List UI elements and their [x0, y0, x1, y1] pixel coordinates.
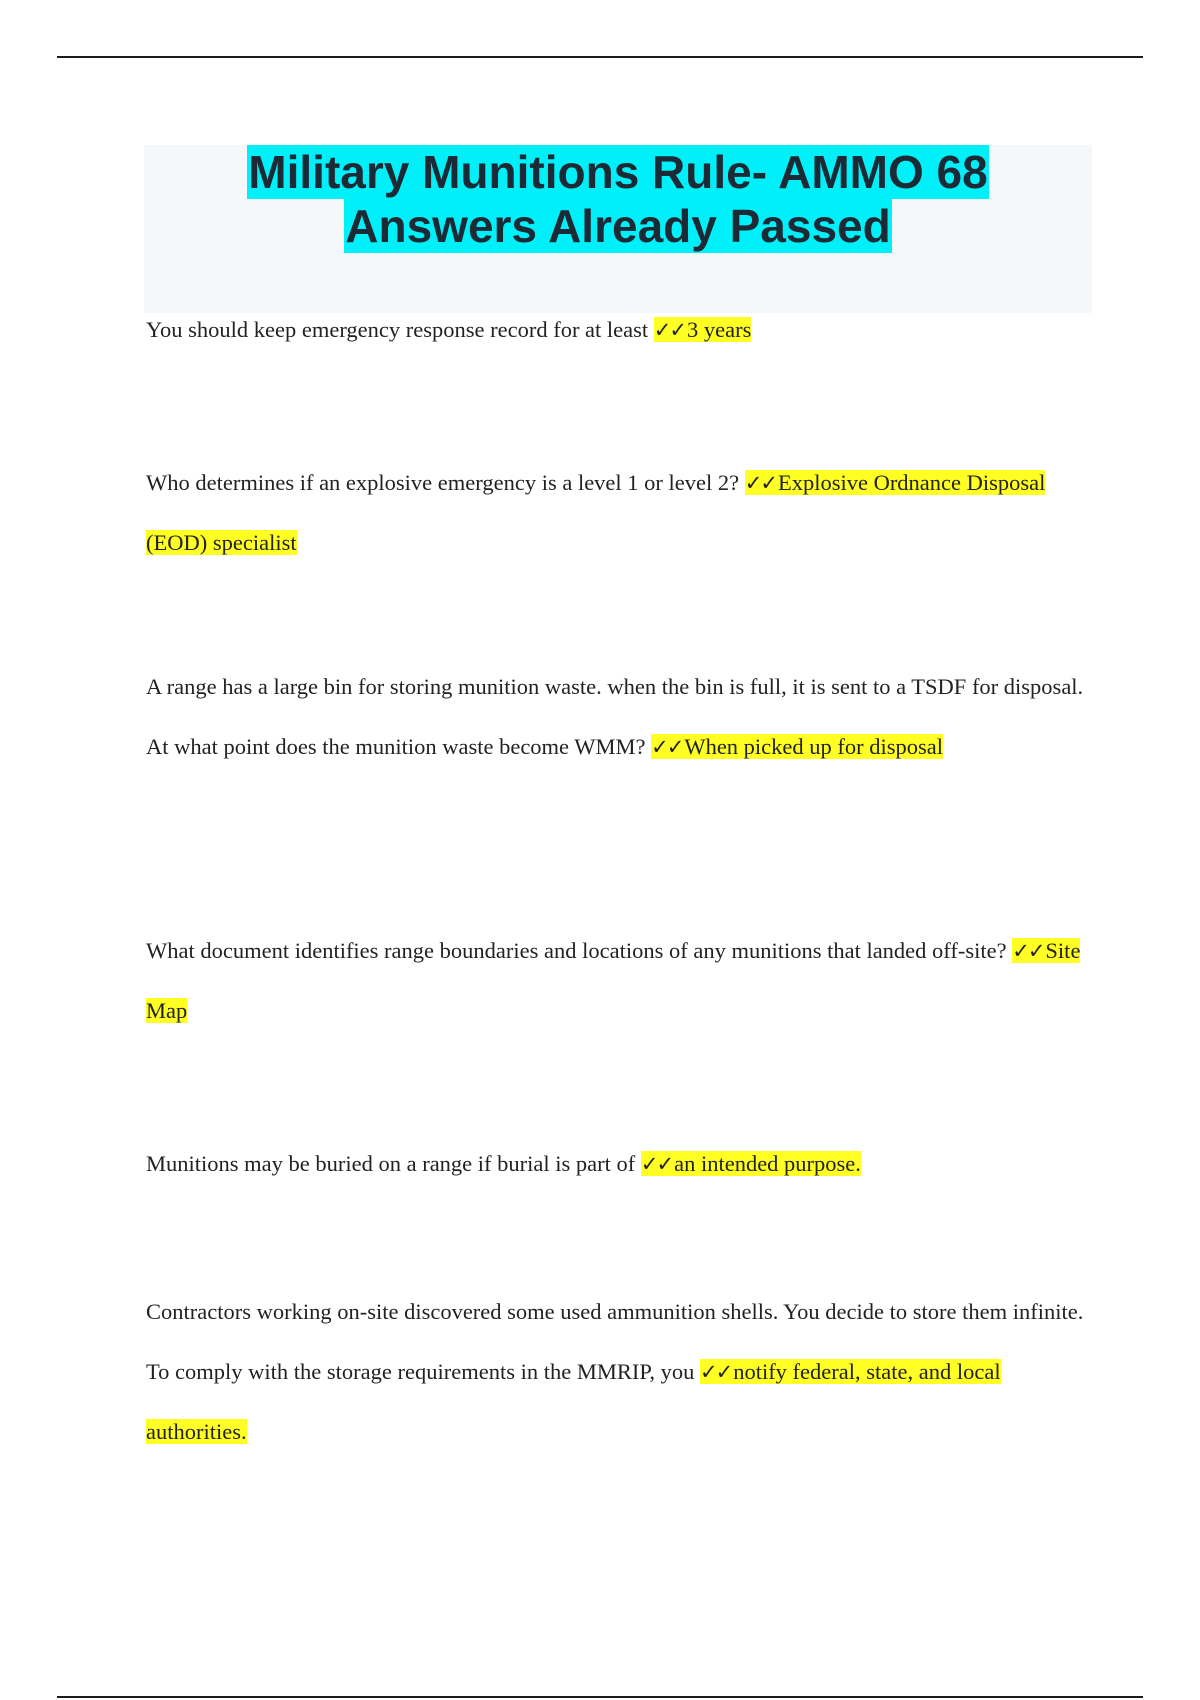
question-text: Who determines if an explosive emergency is a level 1 or level 2? — [146, 470, 740, 495]
title-panel — [144, 145, 1092, 313]
answer-highlight — [641, 1151, 861, 1176]
double-check-icon: ✓✓ — [744, 471, 776, 495]
qa-item-4 — [146, 921, 1086, 1041]
footer-rule — [57, 1696, 1143, 1698]
answer-text: an intended purpose. — [674, 1151, 861, 1176]
qa-item-5 — [146, 1134, 1086, 1194]
double-check-icon: ✓✓ — [651, 735, 683, 759]
question-text: Munitions may be buried on a range if burial is part of — [146, 1151, 636, 1176]
double-check-icon: ✓✓ — [653, 318, 685, 342]
title-line-1: Military Munitions Rule- AMMO 68 — [248, 146, 988, 198]
question-text: A range has a large bin for storing munition waste. when the bin is full, it is sent to a TSDF for disposal. At what point does the munition waste become WMM? — [146, 674, 1084, 759]
double-check-icon: ✓✓ — [640, 1152, 673, 1176]
qa-item-2 — [146, 453, 1086, 573]
qa-item-1 — [146, 300, 1086, 360]
answer-text: When picked up for disposal — [684, 734, 944, 759]
question-text: What document identifies range boundaries and locations of any munitions that landed off-site? — [146, 938, 1007, 963]
qa-item-6 — [146, 1282, 1086, 1462]
answer-highlight — [654, 317, 752, 342]
answer-text: 3 years — [686, 317, 752, 342]
question-text: You should keep emergency response record for at least — [146, 317, 649, 342]
question-text: Contractors working on-site discovered some used ammunition shells. You decide to store them infinite. To comply with the storage requirements in the MMRIP, you — [146, 1299, 1084, 1384]
double-check-icon: ✓✓ — [1012, 939, 1044, 963]
double-check-icon: ✓✓ — [699, 1360, 732, 1384]
answer-text: Explosive Ordnance Disposal (EOD) specialist — [146, 470, 1046, 555]
document-title — [144, 145, 1092, 253]
qa-item-3 — [146, 657, 1086, 777]
answer-text: notify federal, state, and local authorities. — [146, 1359, 1001, 1444]
answer-text: Site Map — [146, 938, 1081, 1023]
title-line-2: Answers Already Passed — [345, 200, 891, 252]
header-rule — [57, 56, 1143, 58]
answer-highlight — [651, 734, 943, 759]
